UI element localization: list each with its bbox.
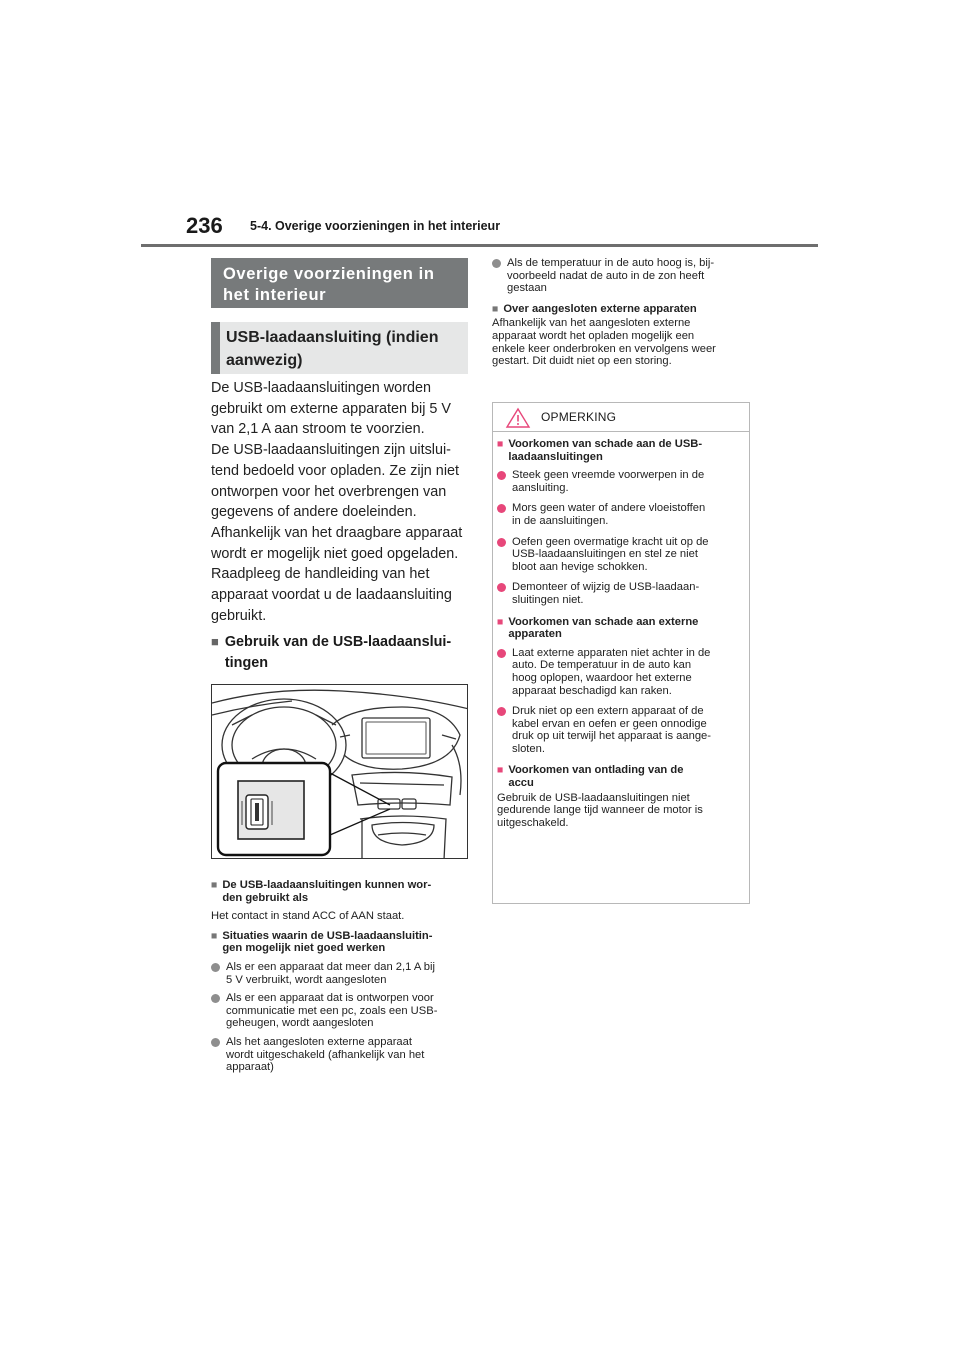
bullet-item	[497, 705, 747, 755]
intro-line: tend bedoeld voor opladen. Ze zijn niet	[211, 462, 460, 479]
bullet-line: auto. De temperatuur in de auto kan	[512, 659, 692, 672]
header-rule	[141, 244, 818, 247]
bullet-dot-icon	[497, 583, 506, 592]
subheading-line: den gebruikt als	[222, 891, 309, 904]
bullet-dot-icon	[497, 538, 506, 547]
bullet-dot-icon	[497, 707, 506, 716]
bullet-line: Als er een apparaat dat meer dan 2,1 A bij	[226, 960, 435, 973]
intro-line: De USB-laadaansluitingen zijn uitslui-	[211, 442, 451, 459]
usage-heading	[211, 632, 473, 673]
usb-location-illustration	[211, 684, 468, 859]
bullet-line: apparaat)	[226, 1061, 274, 1074]
intro-line: De USB-laadaansluitingen worden	[211, 380, 431, 396]
bullet-line: Als de temperatuur in de auto hoog is, bij-	[507, 257, 715, 269]
section-title-line1: Overige voorzieningen in	[223, 265, 435, 283]
bullet-line: Demonteer of wijzig de USB-laadaan-	[512, 581, 700, 594]
body-text	[492, 317, 754, 367]
intro-line: Afhankelijk van het draagbare apparaat	[211, 524, 463, 541]
square-bullet-icon: ■	[497, 615, 504, 628]
subheading-line: laadaansluitingen	[508, 450, 603, 463]
bullet-line: apparaat beschadigd kan raken.	[512, 684, 672, 697]
bullet-line: geheugen, wordt aangesloten	[226, 1017, 374, 1030]
bullet-line: Laat externe apparaten niet achter in de	[512, 646, 711, 659]
bullet-line: gestaan	[507, 282, 547, 295]
subheading-line: Voorkomen van ontlading van de	[508, 764, 684, 777]
notice-box	[492, 402, 750, 904]
bullet-dot-icon	[211, 963, 220, 972]
bullet-line: sluitingen niet.	[512, 593, 584, 606]
notice-title: OPMERKING	[541, 410, 617, 424]
subsection-title-line2: aanwezig)	[226, 352, 303, 369]
body-line: enkele keer onderbroken en vervolgens weer	[492, 342, 716, 355]
subsection-title-line1: USB-laadaansluiting (indien	[226, 329, 439, 346]
intro-line: gebruikt om externe apparaten bij 5 V	[211, 400, 451, 417]
bullet-line: Druk niet op een extern apparaat of de	[512, 705, 704, 718]
bullet-line: druk op uit terwijl het apparaat is aange-	[512, 730, 712, 743]
intro-line: gebruikt.	[211, 607, 267, 624]
running-header: 5-4. Overige voorzieningen in het interieur	[250, 219, 501, 233]
body-line: apparaat wordt het opladen mogelijk een	[492, 329, 695, 342]
subheading-line: Voorkomen van schade aan de USB-	[508, 438, 703, 450]
intro-line: wordt er mogelijk niet goed opgeladen.	[211, 545, 459, 562]
subheading-line: accu	[508, 777, 534, 790]
intro-paragraph	[211, 378, 473, 626]
bullet-dot-icon	[497, 471, 506, 480]
bullet-dot-icon	[211, 1038, 220, 1047]
subheading-situations	[211, 930, 473, 955]
subheading-line: Over aangesloten externe apparaten	[503, 302, 697, 315]
square-bullet-icon: ■	[497, 438, 504, 450]
bullet-dot-icon	[497, 504, 506, 513]
bullet-item	[497, 502, 747, 527]
intro-line: gegevens of andere doeleinden.	[211, 504, 417, 521]
intro-line: van 2,1 A aan stroom te voorzien.	[211, 421, 425, 438]
intro-line: ontworpen voor het overbrengen van	[211, 483, 447, 500]
bullet-line: Mors geen water of andere vloeistoffen	[512, 502, 706, 515]
body-line: Gebruik de USB-laadaansluitingen niet	[497, 791, 690, 804]
bullet-line: Als het aangesloten externe apparaat	[226, 1035, 412, 1048]
right-top-column	[492, 257, 754, 368]
bullet-dot-icon	[492, 259, 501, 268]
bullet-line: kabel ervan en oefen er geen onnodige	[512, 717, 707, 730]
notice-subheading	[497, 764, 747, 789]
body-line: gestart. Dit duidt niet op een storing.	[492, 355, 672, 368]
bullet-line: voorbeeld nadat de auto in de zon heeft	[507, 269, 705, 282]
bullet-line: USB-laadaansluitingen en stel ze niet	[512, 548, 698, 561]
bullet-line: aansluiting.	[512, 481, 569, 494]
usage-heading-line1: Gebruik van de USB-laadaanslui-	[224, 634, 452, 650]
square-bullet-icon: ■	[492, 302, 499, 315]
notice-content	[497, 438, 747, 829]
bullet-item	[211, 1036, 473, 1074]
bullet-dot-icon	[497, 649, 506, 658]
left-lower-column	[211, 879, 473, 1074]
bullet-line: communicatie met een pc, zoals een USB-	[226, 1004, 438, 1017]
notice-subheading	[497, 438, 747, 463]
square-bullet-icon: ■	[497, 764, 504, 777]
bullet-item	[497, 581, 747, 606]
bullet-line: wordt uitgeschakeld (afhankelijk van het	[226, 1048, 425, 1061]
notice-header	[493, 403, 749, 432]
square-bullet-icon: ■	[211, 879, 218, 891]
bullet-item	[211, 961, 473, 986]
subheading-usable	[211, 879, 473, 904]
body-line: gedurende lange tijd wanneer de motor is	[497, 804, 703, 817]
usb-port-icon	[242, 795, 272, 829]
bullet-item	[497, 469, 747, 494]
subsection-title	[211, 322, 468, 374]
body-text	[497, 792, 747, 830]
bullet-item	[492, 257, 754, 295]
subheading-line: Voorkomen van schade aan externe	[508, 615, 699, 628]
bullet-line: 5 V verbruikt, wordt aangesloten	[226, 973, 387, 986]
subheading-line: Situaties waarin de USB-laadaansluitin-	[222, 929, 433, 942]
bullet-line: Oefen geen overmatige kracht uit op de	[512, 535, 709, 548]
page-number: 236	[186, 213, 223, 238]
bullet-dot-icon	[211, 994, 220, 1003]
body-line: uitgeschakeld.	[497, 816, 569, 829]
usage-heading-line2: tingen	[224, 654, 269, 671]
subheading-line: gen mogelijk niet goed werken	[222, 942, 386, 955]
section-title-line2: het interieur	[223, 286, 327, 304]
bullet-line: sloten.	[512, 742, 545, 755]
bullet-line: Steek geen vreemde voorwerpen in de	[512, 469, 705, 482]
subheading-line: De USB-laadaansluitingen kunnen wor-	[222, 879, 432, 891]
intro-line: Raadpleeg de handleiding van het	[211, 566, 430, 583]
notice-subheading	[497, 616, 747, 641]
section-title	[211, 258, 468, 308]
warning-triangle-icon	[505, 407, 531, 429]
body-text: Het contact in stand ACC of AAN staat.	[211, 910, 405, 923]
bullet-item	[497, 536, 747, 574]
subheading-line: apparaten	[508, 628, 562, 641]
bullet-line: hoog oplopen, waardoor het externe	[512, 671, 692, 684]
subheading-external-devices	[492, 303, 754, 316]
square-bullet-icon: ■	[211, 634, 219, 649]
intro-line: apparaat voordat u de laadaansluiting	[211, 587, 452, 604]
bullet-item	[211, 992, 473, 1030]
bullet-line: bloot aan hevige schokken.	[512, 560, 648, 573]
bullet-line: in de aansluitingen.	[512, 514, 609, 527]
square-bullet-icon: ■	[211, 929, 218, 942]
body-line: Afhankelijk van het aangesloten externe	[492, 317, 691, 330]
bullet-line: Als er een apparaat dat is ontworpen voor	[226, 992, 434, 1005]
bullet-item	[497, 647, 747, 697]
